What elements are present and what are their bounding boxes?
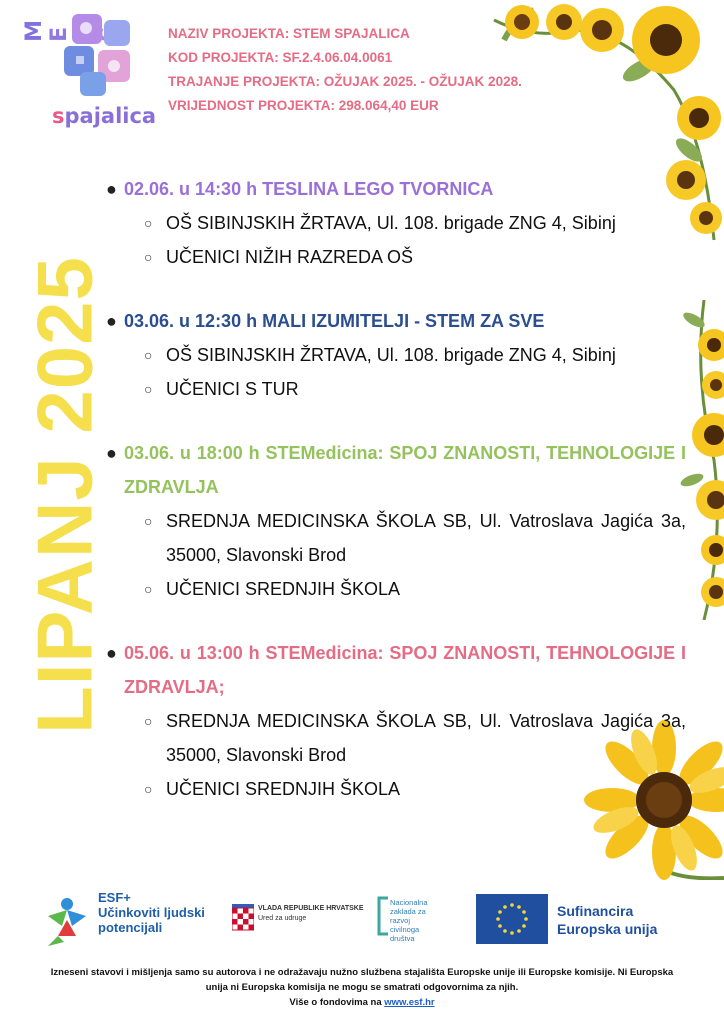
project-value: VRIJEDNOST PROJEKTA: 298.064,40 EUR (168, 98, 439, 113)
circle-bullet-icon: ○ (144, 513, 153, 529)
foundation-bracket-icon (376, 896, 390, 936)
esf-logo-text: ESF+ Učinkoviti ljudski potencijali (98, 890, 205, 935)
esf-website-link[interactable]: www.esf.hr (384, 997, 435, 1008)
event-location: ○ SREDNJA MEDICINSKA ŠKOLA SB, Ul. Vatroslava Jagića 3a, 35000, Slavonski Brod (106, 704, 686, 772)
events-list (106, 172, 686, 836)
circle-bullet-icon: ○ (144, 215, 153, 231)
esf-logo-icon (44, 896, 90, 946)
circle-bullet-icon: ○ (144, 781, 153, 797)
partner-logos (40, 890, 700, 952)
event-location: ○ SREDNJA MEDICINSKA ŠKOLA SB, Ul. Vatroslava Jagića 3a, 35000, Slavonski Brod (106, 504, 686, 572)
circle-bullet-icon: ○ (144, 381, 153, 397)
event-audience: ○ UČENICI SREDNJIH ŠKOLA (106, 772, 686, 806)
bullet-icon: ● (106, 179, 117, 199)
project-info (168, 22, 522, 118)
event-item (106, 304, 686, 406)
event-location: ○ OŠ SIBINJSKIH ŽRTAVA, Ul. 108. brigade ZNG 4, Sibinj (106, 206, 686, 240)
month-title-vertical: LIPANJ 2025 (20, 256, 109, 734)
eu-cofinanced-text: Sufinancira Europska unija (557, 903, 658, 937)
circle-bullet-icon: ○ (144, 249, 153, 265)
project-name: NAZIV PROJEKTA: STEM SPAJALICA (168, 26, 410, 41)
eu-flag-icon (476, 894, 548, 944)
bullet-icon: ● (106, 311, 117, 331)
croatia-coat-of-arms-icon (232, 904, 254, 934)
event-item (106, 172, 686, 274)
event-audience: ○ UČENICI SREDNJIH ŠKOLA (106, 572, 686, 606)
event-title: ● 03.06. u 12:30 h MALI IZUMITELJI - STEM ZA SVE (106, 304, 686, 338)
bullet-icon: ● (106, 443, 117, 463)
bullet-icon: ● (106, 643, 117, 663)
event-audience: ○ UČENICI S TUR (106, 372, 686, 406)
puzzle-cubes-icon (58, 12, 148, 102)
event-title: ● 03.06. u 18:00 h STEMedicina: SPOJ ZNANOSTI, TEHNOLOGIJE I ZDRAVLJA (106, 436, 686, 504)
eu-disclaimer: Izneseni stavovi i mišljenja samo su autorova i ne odražavaju nužno službena stajališta Europske unije ili Europske komisije. Ni Europska unija ni Europska komisija ne mogu se smatrati odgovornima za njih. Više o fondovima na www.esf.hr (50, 967, 674, 1008)
circle-bullet-icon: ○ (144, 713, 153, 729)
event-title: ● 02.06. u 14:30 h TESLINA LEGO TVORNICA (106, 172, 686, 206)
project-duration: TRAJANJE PROJEKTA: OŽUJAK 2025. - OŽUJAK 2028. (168, 74, 522, 89)
stem-vertical-letters: M E (22, 18, 72, 42)
government-office-text: VLADA REPUBLIKE HRVATSKE Ured za udruge (258, 905, 364, 922)
event-location: ○ OŠ SIBINJSKIH ŽRTAVA, Ul. 108. brigade ZNG 4, Sibinj (106, 338, 686, 372)
event-item (106, 436, 686, 606)
circle-bullet-icon: ○ (144, 581, 153, 597)
event-title: ● 05.06. u 13:00 h STEMedicina: SPOJ ZNANOSTI, TEHNOLOGIJE I ZDRAVLJA; (106, 636, 686, 704)
project-code: KOD PROJEKTA: SF.2.4.06.04.0061 (168, 50, 393, 65)
national-foundation-text: Nacionalna zaklada za razvoj civilnoga društva (390, 898, 428, 943)
stem-spajalica-logo (18, 12, 157, 132)
event-item (106, 636, 686, 806)
logo-wordmark: spajalica (52, 104, 157, 128)
event-audience: ○ UČENICI NIŽIH RAZREDA OŠ (106, 240, 686, 274)
circle-bullet-icon: ○ (144, 347, 153, 363)
